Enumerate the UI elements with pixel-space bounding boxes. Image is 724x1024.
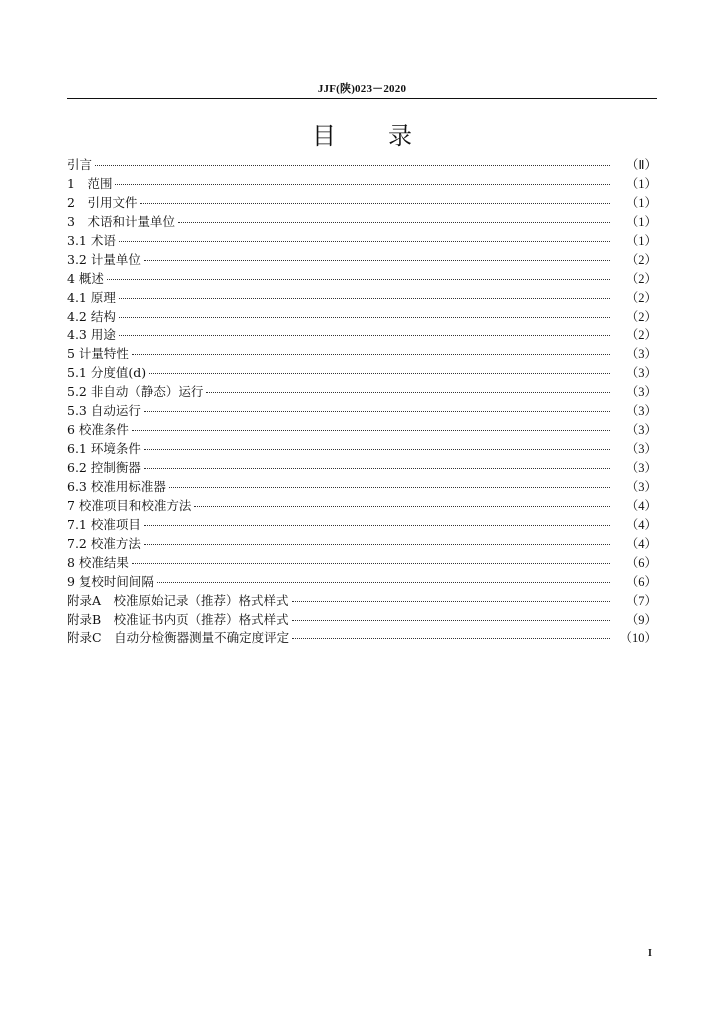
toc-entry-label: 6.1 环境条件 (67, 441, 141, 457)
toc-entry-page: （3） (625, 461, 657, 475)
toc-entry[interactable] (67, 554, 657, 573)
toc-entry-label: 8 校准结果 (67, 554, 129, 570)
toc-entry-page: （3） (625, 479, 657, 494)
table-of-contents (67, 156, 657, 648)
toc-entry-label: 7 校准项目和校准方法 (67, 497, 192, 513)
toc-entry-label: 3 术语和计量单位 (67, 213, 175, 229)
toc-entry[interactable] (67, 383, 657, 402)
toc-entry-label: 2 引用文件 (67, 194, 138, 210)
toc-entry[interactable] (67, 364, 657, 383)
toc-entry-label: 4.1 原理 (67, 289, 116, 305)
toc-entry[interactable] (67, 516, 657, 535)
toc-entry-page: （2） (625, 290, 657, 305)
toc-entry-label: 附录A 校准原始记录（推荐）格式样式 (67, 592, 289, 608)
toc-entry[interactable] (67, 232, 657, 251)
toc-entry-label: 5.2 非自动（静态）运行 (67, 384, 204, 400)
toc-entry[interactable] (67, 175, 657, 194)
dot-leader (292, 638, 610, 639)
toc-entry-page: （6） (625, 574, 657, 589)
toc-entry-page: （3） (625, 423, 657, 438)
toc-entry-label: 1 范围 (67, 175, 113, 191)
toc-entry-label: 附录C 自动分检衡器测量不确定度评定 (67, 630, 290, 646)
toc-entry-label: 6.2 控制衡器 (67, 460, 141, 475)
toc-entry[interactable] (67, 402, 657, 421)
toc-entry-page: （2） (625, 271, 657, 286)
toc-entry[interactable] (67, 308, 657, 327)
toc-entry-page: （1） (625, 176, 657, 191)
dot-leader (206, 392, 610, 393)
toc-entry-page: （1） (625, 195, 657, 210)
toc-entry-page: （2） (625, 252, 657, 267)
toc-entry[interactable] (67, 440, 657, 459)
dot-leader (169, 487, 610, 488)
toc-entry-page: （10） (619, 631, 657, 646)
dot-leader (132, 354, 610, 355)
toc-entry-label: 4.3 用途 (67, 327, 116, 343)
dot-leader (119, 241, 610, 242)
toc-entry-page: （9） (625, 612, 657, 627)
toc-entry-page: （3） (625, 385, 657, 400)
page-title: 目录 (312, 122, 464, 150)
page-number: I (648, 948, 652, 959)
toc-entry-page: （4） (625, 517, 657, 532)
toc-entry-label: 5.1 分度值(d) (67, 365, 147, 381)
dot-leader (144, 260, 610, 261)
toc-entry-page: （6） (625, 555, 657, 570)
dot-leader (144, 525, 610, 526)
toc-entry-page: （3） (625, 366, 657, 381)
toc-entry[interactable] (67, 289, 657, 308)
toc-entry-page: （3） (625, 442, 657, 457)
toc-entry-page: （1） (625, 214, 657, 229)
dot-leader (144, 468, 610, 469)
toc-entry-label: 引言 (67, 157, 93, 172)
dot-leader (149, 373, 610, 374)
toc-entry[interactable] (67, 629, 657, 648)
toc-entry[interactable] (67, 421, 657, 440)
toc-entry-label: 7.2 校准方法 (67, 535, 141, 551)
toc-entry-page: （1） (625, 233, 657, 248)
toc-entry-page: （4） (625, 536, 657, 551)
toc-entry[interactable] (67, 213, 657, 232)
toc-entry[interactable] (67, 478, 657, 497)
toc-entry[interactable] (67, 251, 657, 270)
dot-leader (157, 582, 610, 583)
document-code: JJF(陕)023－2020 (317, 83, 407, 95)
toc-entry-label: 附录B 校准证书内页（推荐）格式样式 (67, 611, 289, 627)
toc-entry[interactable] (67, 270, 657, 289)
dot-leader (140, 203, 610, 204)
dot-leader (292, 601, 610, 602)
toc-entry-label: 5.3 自动运行 (67, 403, 141, 419)
dot-leader (292, 620, 610, 621)
dot-leader (144, 449, 610, 450)
toc-entry[interactable] (67, 535, 657, 554)
toc-entry-label: 4 概述 (67, 270, 104, 286)
toc-entry-page: （2） (625, 328, 657, 343)
toc-entry-page: （4） (625, 498, 657, 513)
toc-entry[interactable] (67, 459, 657, 478)
dot-leader (119, 298, 610, 299)
dot-leader (115, 184, 610, 185)
toc-entry-label: 4.2 结构 (67, 308, 116, 324)
dot-leader (119, 335, 610, 336)
toc-entry-label: 5 计量特性 (67, 346, 129, 362)
toc-entry-page: （2） (625, 309, 657, 324)
dot-leader (95, 165, 610, 166)
toc-entry-label: 3.2 计量单位 (67, 251, 141, 267)
toc-entry-label: 7.1 校准项目 (67, 516, 141, 532)
dot-leader (144, 544, 610, 545)
toc-entry[interactable] (67, 611, 657, 630)
toc-entry[interactable] (67, 156, 657, 175)
toc-entry-page: （7） (625, 593, 657, 608)
dot-leader (194, 506, 610, 507)
toc-entry-label: 9 复校时间间隔 (67, 573, 154, 589)
toc-entry[interactable] (67, 592, 657, 611)
toc-entry[interactable] (67, 497, 657, 516)
toc-entry-label: 3.1 术语 (67, 232, 116, 248)
header-rule (67, 98, 657, 99)
toc-entry-page: （Ⅱ） (625, 158, 657, 172)
toc-entry[interactable] (67, 345, 657, 364)
toc-entry[interactable] (67, 326, 657, 345)
toc-entry[interactable] (67, 573, 657, 592)
toc-entry-page: （3） (625, 404, 657, 419)
dot-leader (132, 563, 610, 564)
dot-leader (119, 317, 610, 318)
toc-entry-label: 6.3 校准用标准器 (67, 478, 166, 494)
toc-entry-label: 6 校准条件 (67, 422, 129, 438)
toc-entry-page: （3） (625, 347, 657, 362)
dot-leader (178, 222, 610, 223)
dot-leader (144, 411, 610, 412)
dot-leader (132, 430, 610, 431)
toc-entry[interactable] (67, 194, 657, 213)
dot-leader (107, 279, 610, 280)
